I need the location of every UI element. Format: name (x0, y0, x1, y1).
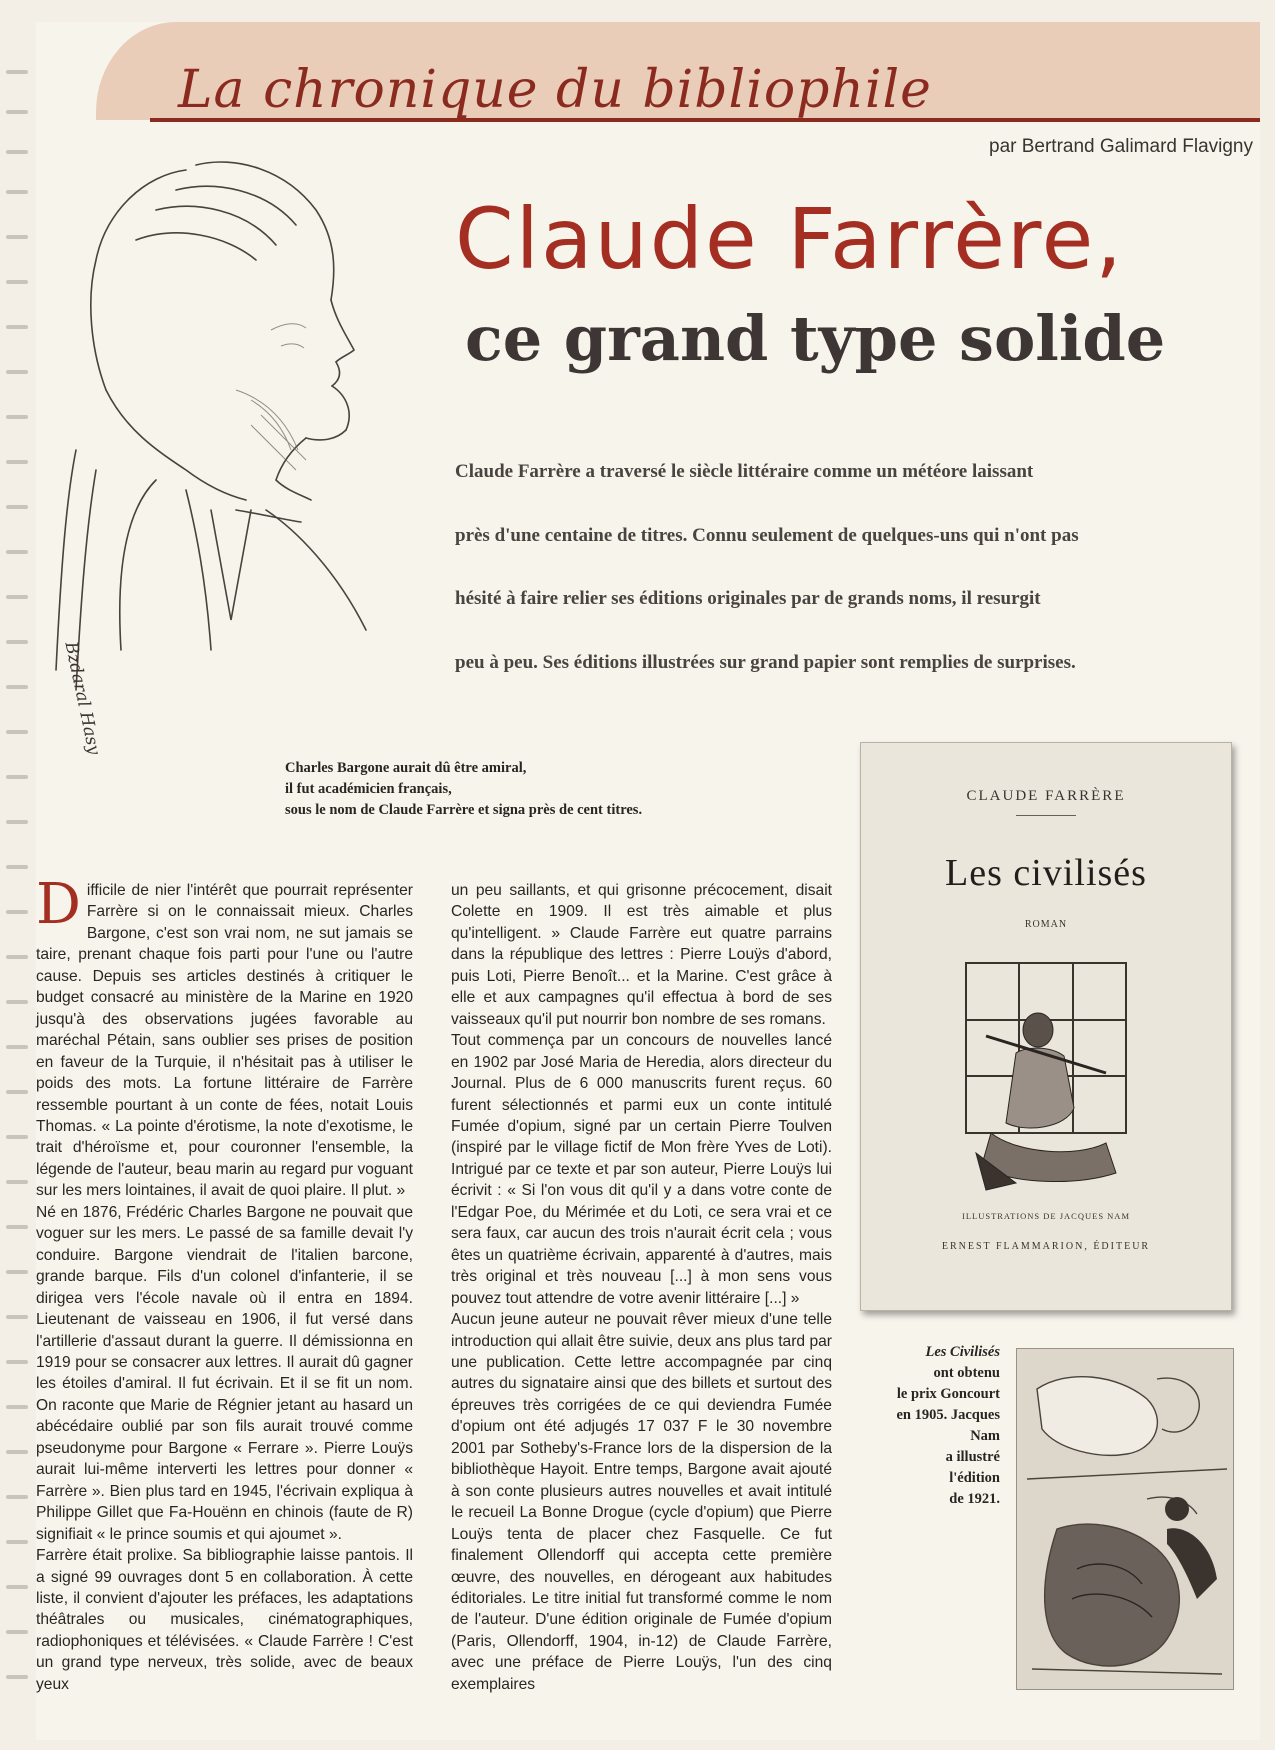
caption-line: le prix Goncourt (896, 1386, 1000, 1402)
caption-line: en 1905. Jacques (896, 1407, 1000, 1423)
article-subtitle: ce grand type solide (465, 302, 1166, 375)
caption-line: ont obtenu (933, 1365, 1000, 1381)
caption-line: Nam (970, 1428, 1000, 1444)
caption-line: Charles Bargone aurait dû être amiral, (285, 760, 527, 776)
drop-cap: D (36, 872, 81, 937)
book-publisher: ERNEST FLAMMARION, ÉDITEUR (941, 1241, 1151, 1252)
paragraph: Tout commença par un concours de nouvelles lancé en 1902 par José Maria de Heredia, alors directeur du Journal. Plus de 6 000 manuscrits furent reçus. 60 furent sélectionnés et parmi eux un conte intitulé Fumée d'opium, signé par un certain Pierre Toulven (inspiré par le village fictif de Mon frère Yves de Loti). Intrigué par ce texte et par son auteur, Pierre Louÿs lui écrivit : « Si l'on vous dit qu'il y a dans votre conte de l'Edgar Poe, du Mérimée et du Loti, ce sera vrai et ce sera faux, car aucun des trois n'aurait écrit cela ; vous êtes un quatrième écrivain, apparenté à d'autres, mais très original et très nouveau [...] à mon sens vous pouvez tout attendre de votre avenir littéraire [...] » (451, 1032, 832, 1307)
caption-line: a illustré (945, 1449, 1000, 1465)
article-column-middle (451, 880, 832, 1695)
caption-line: il fut académicien français, (285, 781, 452, 797)
lede-line: peu à peu. Ses éditions illustrées sur grand papier sont remplies de surprises. (455, 651, 1076, 673)
lede (455, 440, 1235, 694)
book-illustrator: ILLUSTRATIONS DE JACQUES NAM (961, 1211, 1131, 1221)
byline: par Bertrand Galimard Flavigny (989, 136, 1253, 157)
section-title: La chronique du bibliophile (178, 60, 932, 120)
paragraph: Aucun jeune auteur ne pouvait rêver mieux d'une telle introduction qui allait être suivie, deux ans plus tard par une publication. Cette lettre accompagnée par cinq autres du signataire ainsi que des billets et surtout des épreuves très corrigées de ce qui deviendra Fumée d'opium ont été adjugés 17 037 F le 30 novembre 2001 par Sotheby's-France lors de la dispersion de la bibliothèque Hayoit. Entre temps, Bargone avait ajouté à son conte plusieurs autres nouvelles et avait intitulé le recueil La Bonne Drogue (cycle d'opium) que Pierre Louÿs tenta de placer chez Fasquelle. Ce fut finalement Ollendorff qui accepta cette première œuvre, des nouvelles, en dérogeant aux habitudes éditoriales. Le titre initial fut transformé comme le nom de l'auteur. D'une édition originale de Fumée d'opium (Paris, Ollendorff, 1904, in-12) de Claude Farrère, avec une préface de Pierre Louÿs, l'un des cinq exemplaires (451, 1311, 832, 1693)
article-column-left (36, 872, 413, 1695)
portrait-sketch (36, 150, 436, 705)
portrait-caption (285, 758, 642, 821)
cover-illustration (956, 958, 1136, 1193)
paragraph: ifficile de nier l'intérêt que pourrait représenter Farrère si on le connaissait mieux. Charles Bargone, c'est son vrai nom, ne sut jamais se taire, prenant chaque fois parti pour l'une ou l'autre cause. Depuis ses articles destinés à critiquer le budget consacré au ministère de la Marine en 1920 jusqu'à des observations jugées favorable au maréchal Pétain, sans oublier ses prises de position en faveur de la Turquie, il n'hésitait pas à utiliser le poids des mots. La fortune littéraire de Farrère ressemble pourtant à un conte de fées, notait Louis Thomas. « La pointe d'érotisme, la note d'exotisme, le trait d'héroïsme et, pour couronner l'ensemble, la légende de l'auteur, beau marin au regard pur voguant sur les mers lointaines, il avait de quoi plaire. Il plut. » (36, 882, 413, 1200)
caption-line: l'édition (949, 1470, 1000, 1486)
paragraph: Farrère était prolixe. Sa bibliographie laisse pantois. Il a signé 99 ouvrages dont 5 en collaboration. À cette liste, il convient d'ajouter les préfaces, les adaptations théâtrales ou musicales, cinématographiques, radiophoniques et télévisées. « Claude Farrère ! C'est un grand type nerveux, très solide, avec de beaux yeux (36, 1547, 413, 1693)
paragraph: un peu saillants, et qui grisonne précocement, disait Colette en 1909. Il est très aimable et plus qu'intelligent. » Claude Farrère eut quatre parrains dans la république des lettres : Pierre Louÿs d'abord, puis Loti, Pierre Benoît... et la Marine. C'est grâce à elle et aux campagnes qu'il effectua à bord de ses vaisseaux qu'il put nourrir bon nombre de ses romans. (451, 882, 832, 1028)
caption-line: sous le nom de Claude Farrère et signa près de cent titres. (285, 802, 643, 818)
book-cover (860, 742, 1232, 1311)
interior-illustration (1016, 1348, 1234, 1690)
book-genre: ROMAN (1024, 919, 1068, 930)
paragraph: Né en 1876, Frédéric Charles Bargone ne pouvait que voguer sur les mers. Le passé de sa famille devait l'y conduire. Bargone viendrait de l'italien barcone, grande barque. Fils d'un colonel d'infanterie, il se dirigea vers l'école navale où il entra en 1894. Lieutenant de vaisseau en 1906, il fut versé dans l'artillerie d'assaut durant la guerre. Il démissionna en 1919 pour se consacrer aux lettres. Il aurait dû gagner les étoiles d'amiral. Il fut écrivain. Et il se fit un nom. On raconte que Marie de Régnier jetant au hasard un abécédaire oublié par son fils aurait trouvé comme pseudonyme pour Bargone « Ferrare ». Pierre Louÿs aurait lui-même interverti les lettres pour donner « Farrère ». Bien plus tard en 1945, l'écrivain expliqua à Philippe Gillet que Fa-Houënn en chinois (faute de R) signifiait « le prince soumis et qui ajoumet ». (36, 1203, 413, 1543)
caption-line: Les Civilisés (925, 1344, 1000, 1360)
illustration-caption (852, 1342, 1000, 1510)
book-title: Les civilisés (945, 852, 1147, 894)
book-author: CLAUDE FARRÈRE (966, 788, 1126, 804)
caption-line: de 1921. (949, 1491, 1000, 1507)
spiral-binding (0, 0, 36, 1750)
article-title: Claude Farrère, (455, 190, 1124, 288)
artist-signature: Bzdaral Hasy (60, 640, 104, 757)
lede-line: près d'une centaine de titres. Connu seulement de quelques-uns qui n'ont pas (455, 524, 1079, 546)
book-rule (1016, 815, 1076, 816)
lede-line: hésité à faire relier ses éditions originales par de grands noms, il resurgit (455, 588, 1041, 609)
lede-line: Claude Farrère a traversé le siècle littéraire comme un météore laissant (455, 461, 1034, 482)
